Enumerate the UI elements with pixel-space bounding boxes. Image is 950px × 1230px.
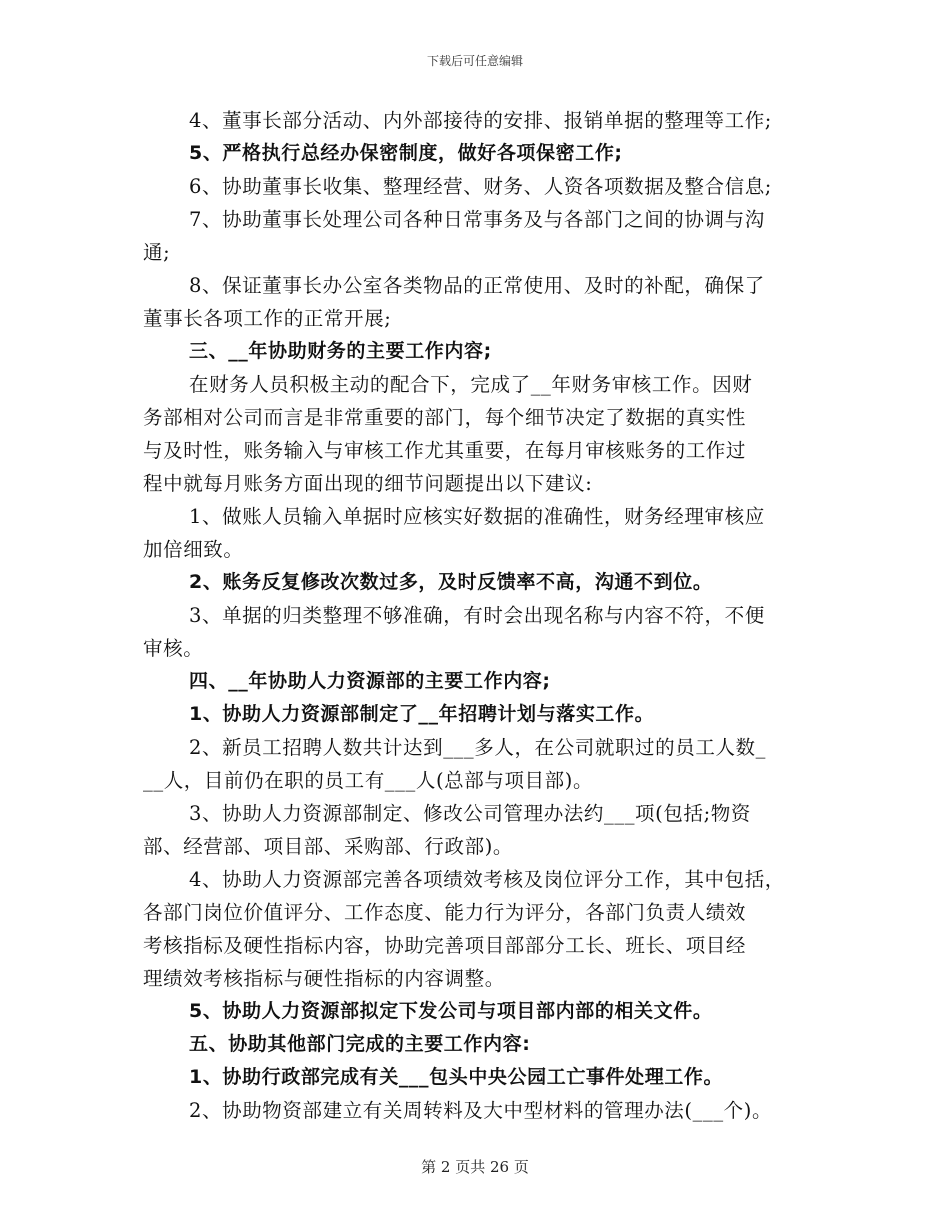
- text-line: 3、协助人力资源部制定、修改公司管理办法约___项(包括;物资: [189, 802, 751, 825]
- text-line: 部、经营部、项目部、采购部、行政部)。: [143, 835, 514, 858]
- text-line: 6、协助董事长收集、整理经营、财务、人资各项数据及整合信息;: [189, 175, 772, 198]
- text-line: __人，目前仍在职的员工有___人(总部与项目部)。: [143, 769, 594, 792]
- text-line: 3、单据的归类整理不够准确，有时会出现名称与内容不符，不便: [189, 604, 765, 627]
- document-body: [143, 104, 823, 1127]
- text-line: 7、协助董事长处理公司各种日常事务及与各部门之间的协调与沟: [189, 208, 765, 231]
- text-line: 四、__年协助人力资源部的主要工作内容;: [189, 670, 551, 692]
- text-line: 审核。: [143, 637, 204, 660]
- text-line: 5、严格执行总经办保密制度，做好各项保密工作;: [189, 142, 623, 164]
- text-line: 通;: [143, 241, 171, 264]
- text-line: 董事长各项工作的正常开展;: [143, 307, 392, 330]
- text-line: 1、协助人力资源部制定了__年招聘计划与落实工作。: [189, 703, 655, 725]
- text-line: 务部相对公司而言是非常重要的部门，每个细节决定了数据的真实性: [143, 406, 747, 429]
- text-line: 8、保证董事长办公室各类物品的正常使用、及时的补配，确保了: [189, 274, 765, 297]
- text-line: 5、协助人力资源部拟定下发公司与项目部内部的相关文件。: [189, 1000, 713, 1022]
- text-line: 在财务人员积极主动的配合下，完成了__年财务审核工作。因财: [189, 373, 753, 396]
- text-line: 三、__年协助财务的主要工作内容;: [189, 340, 492, 362]
- text-line: 五、协助其他部门完成的主要工作内容:: [189, 1033, 531, 1055]
- text-line: 2、新员工招聘人数共计达到___多人，在公司就职过的员工人数_: [189, 736, 767, 759]
- text-line: 4、协助人力资源部完善各项绩效考核及岗位评分工作，其中包括，: [189, 868, 785, 891]
- page-footer: 第 2 页共 26 页: [421, 1158, 529, 1176]
- text-line: 与及时性，账务输入与审核工作尤其重要，在每月审核账务的工作过: [143, 439, 747, 462]
- page-header: 下载后可任意编辑: [426, 54, 523, 68]
- text-line: 4、董事长部分活动、内外部接待的安排、报销单据的整理等工作;: [189, 109, 772, 132]
- text-line: 1、协助行政部完成有关___包头中央公园工亡事件处理工作。: [189, 1066, 724, 1088]
- text-line: 2、账务反复修改次数过多，及时反馈率不高，沟通不到位。: [189, 571, 713, 593]
- text-line: 理绩效考核指标与硬性指标的内容调整。: [143, 967, 505, 990]
- text-line: 考核指标及硬性指标内容，协助完善项目部部分工长、班长、项目经: [143, 934, 747, 957]
- text-line: 加倍细致。: [143, 538, 244, 561]
- text-line: 各部门岗位价值评分、工作态度、能力行为评分，各部门负责人绩效: [143, 901, 747, 924]
- text-line: 程中就每月账务方面出现的细节问题提出以下建议:: [143, 472, 593, 495]
- text-line: 2、协助物资部建立有关周转料及大中型材料的管理办法(___个)。: [189, 1099, 773, 1122]
- text-line: 1、做账人员输入单据时应核实好数据的准确性，财务经理审核应: [189, 505, 765, 528]
